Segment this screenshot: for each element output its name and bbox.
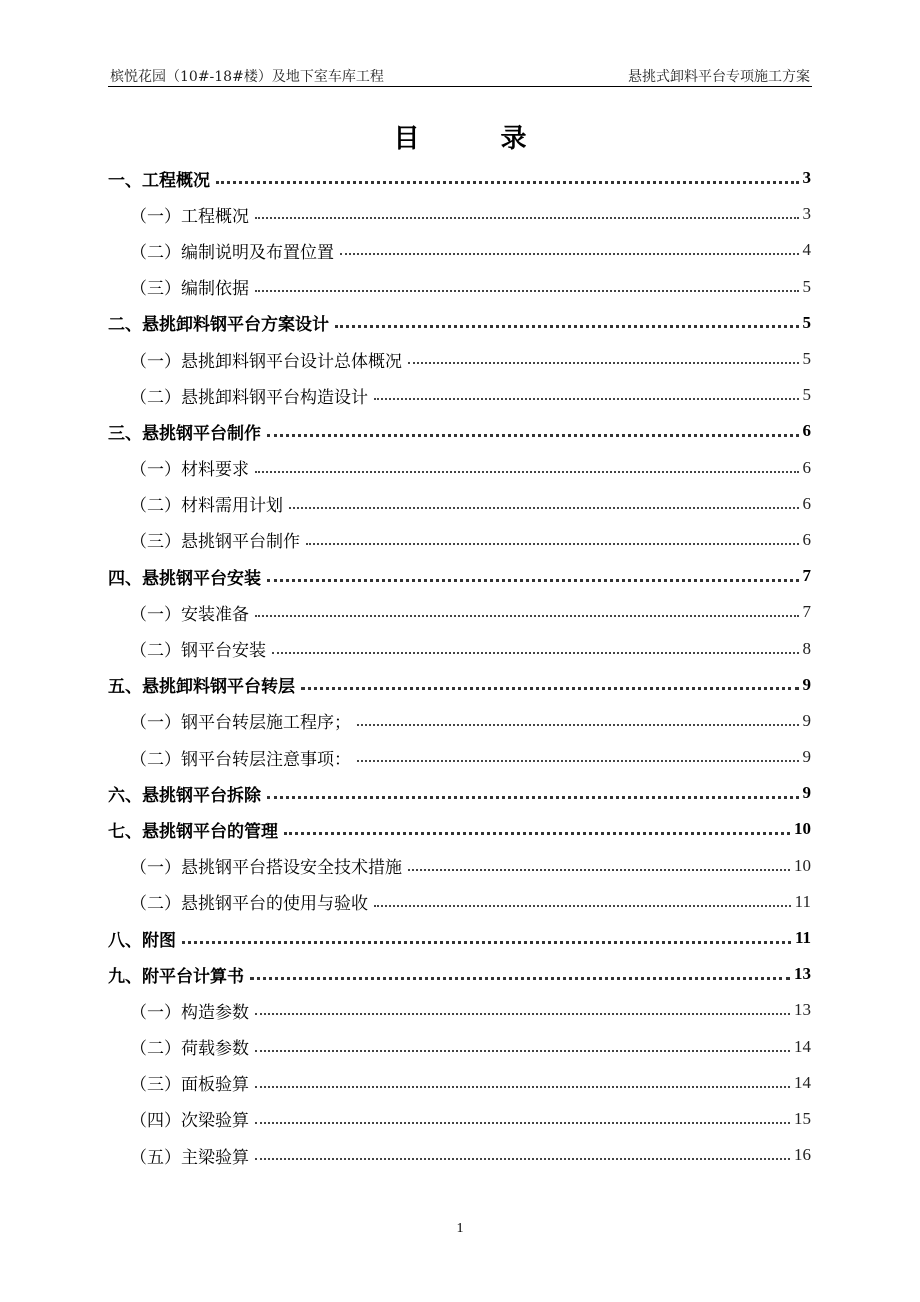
toc-dot-leader xyxy=(255,471,799,473)
toc-entry-page: 15 xyxy=(794,1108,811,1128)
toc-entry-page: 10 xyxy=(794,855,811,875)
toc-dot-leader xyxy=(301,687,799,690)
toc-section-entry[interactable] xyxy=(108,1065,811,1101)
toc-dot-leader xyxy=(408,362,799,364)
toc-entry-label: 一、工程概况 xyxy=(108,170,210,191)
toc-entry-page: 5 xyxy=(802,349,811,369)
toc-title: 目 录 xyxy=(393,124,563,154)
toc-entry-page: 5 xyxy=(802,385,811,405)
toc-entry-label: 九、附平台计算书 xyxy=(108,966,244,987)
toc-entry-label: （二）钢平台转层注意事项： xyxy=(130,749,351,770)
toc-dot-leader xyxy=(255,1050,790,1052)
toc-section-entry[interactable] xyxy=(108,1137,811,1173)
toc-entry-page: 9 xyxy=(802,674,811,694)
toc-dot-leader xyxy=(255,1013,790,1015)
toc-section-entry[interactable] xyxy=(108,450,811,486)
toc-entry-page: 11 xyxy=(794,891,811,911)
toc-chapter-entry[interactable] xyxy=(108,160,811,196)
toc-section-entry[interactable] xyxy=(108,232,811,268)
toc-entry-page: 9 xyxy=(802,783,811,803)
toc-dot-leader xyxy=(267,579,799,582)
toc-entry-label: （一）工程概况 xyxy=(130,206,249,227)
toc-chapter-entry[interactable] xyxy=(108,558,811,594)
toc-entry-label: （二）荷载参数 xyxy=(130,1039,249,1060)
toc-entry-page: 6 xyxy=(802,529,811,549)
toc-entry-label: （二）悬挑钢平台的使用与验收 xyxy=(130,894,368,915)
toc-section-entry[interactable] xyxy=(108,739,811,775)
toc-dot-leader xyxy=(255,217,799,219)
toc-entry-page: 16 xyxy=(794,1145,811,1165)
toc-entry-label: （四）次梁验算 xyxy=(130,1111,249,1132)
toc-section-entry[interactable] xyxy=(108,848,811,884)
toc-dot-leader xyxy=(272,652,799,654)
page-header xyxy=(108,64,812,87)
toc-entry-page: 9 xyxy=(802,747,811,767)
toc-entry-label: （一）材料要求 xyxy=(130,460,249,481)
toc-entry-label: 三、悬挑钢平台制作 xyxy=(108,423,261,444)
toc-dot-leader xyxy=(306,543,799,545)
toc-dot-leader xyxy=(250,977,790,980)
toc-entry-page: 10 xyxy=(794,819,811,839)
toc-entry-page: 7 xyxy=(802,602,811,622)
toc-entry-label: （二）编制说明及布置位置 xyxy=(130,242,334,263)
toc-entry-label: （三）编制依据 xyxy=(130,279,249,300)
toc-dot-leader xyxy=(216,181,799,184)
toc-dot-leader xyxy=(357,760,799,762)
table-of-contents xyxy=(108,160,811,1173)
toc-entry-label: （二）材料需用计划 xyxy=(130,496,283,517)
toc-entry-label: （一）安装准备 xyxy=(130,604,249,625)
toc-entry-page: 6 xyxy=(802,457,811,477)
toc-entry-page: 8 xyxy=(802,638,811,658)
toc-section-entry[interactable] xyxy=(108,1101,811,1137)
toc-section-entry[interactable] xyxy=(108,884,811,920)
toc-chapter-entry[interactable] xyxy=(108,956,811,992)
toc-entry-page: 3 xyxy=(802,168,811,188)
toc-dot-leader xyxy=(335,325,799,328)
toc-dot-leader xyxy=(255,615,799,617)
toc-entry-page: 6 xyxy=(802,493,811,513)
toc-entry-label: （五）主梁验算 xyxy=(130,1147,249,1168)
header-project-name: 槟悦花园（10#-18#楼）及地下室车库工程 xyxy=(110,69,384,85)
toc-entry-page: 3 xyxy=(802,204,811,224)
toc-chapter-entry[interactable] xyxy=(108,775,811,811)
toc-section-entry[interactable] xyxy=(108,630,811,666)
toc-section-entry[interactable] xyxy=(108,992,811,1028)
toc-entry-page: 13 xyxy=(794,1000,811,1020)
toc-section-entry[interactable] xyxy=(108,594,811,630)
toc-dot-leader xyxy=(374,398,799,400)
toc-dot-leader xyxy=(255,290,799,292)
toc-entry-label: 六、悬挑钢平台拆除 xyxy=(108,785,261,806)
toc-dot-leader xyxy=(284,832,790,835)
toc-dot-leader xyxy=(255,1122,790,1124)
toc-dot-leader xyxy=(340,253,799,255)
toc-dot-leader xyxy=(267,434,799,437)
toc-entry-page: 13 xyxy=(794,964,811,984)
toc-entry-label: （一）悬挑卸料钢平台设计总体概况 xyxy=(130,351,402,372)
toc-entry-page: 9 xyxy=(802,710,811,730)
toc-section-entry[interactable] xyxy=(108,486,811,522)
toc-chapter-entry[interactable] xyxy=(108,920,811,956)
toc-dot-leader xyxy=(408,869,790,871)
toc-entry-label: （一）钢平台转层施工程序； xyxy=(130,713,351,734)
toc-chapter-entry[interactable] xyxy=(108,667,811,703)
toc-chapter-entry[interactable] xyxy=(108,305,811,341)
toc-dot-leader xyxy=(374,905,791,907)
toc-entry-page: 6 xyxy=(802,421,811,441)
toc-chapter-entry[interactable] xyxy=(108,811,811,847)
toc-dot-leader xyxy=(267,796,799,799)
toc-dot-leader xyxy=(255,1158,790,1160)
toc-entry-label: （三）面板验算 xyxy=(130,1075,249,1096)
toc-entry-page: 7 xyxy=(802,566,811,586)
toc-section-entry[interactable] xyxy=(108,341,811,377)
toc-entry-label: （二）悬挑卸料钢平台构造设计 xyxy=(130,387,368,408)
toc-entry-page: 5 xyxy=(802,312,811,332)
toc-dot-leader xyxy=(255,1086,790,1088)
toc-entry-page: 4 xyxy=(802,240,811,260)
toc-section-entry[interactable] xyxy=(108,377,811,413)
header-document-name: 悬挑式卸料平台专项施工方案 xyxy=(628,69,810,85)
toc-entry-label: 四、悬挑钢平台安装 xyxy=(108,568,261,589)
toc-dot-leader xyxy=(289,507,799,509)
toc-entry-page: 11 xyxy=(794,928,811,948)
toc-entry-label: （三）悬挑钢平台制作 xyxy=(130,532,300,553)
toc-section-entry[interactable] xyxy=(108,1029,811,1065)
toc-entry-label: 二、悬挑卸料钢平台方案设计 xyxy=(108,315,329,336)
toc-section-entry[interactable] xyxy=(108,703,811,739)
toc-dot-leader xyxy=(182,941,791,944)
toc-entry-label: （二）钢平台安装 xyxy=(130,641,266,662)
toc-entry-label: 五、悬挑卸料钢平台转层 xyxy=(108,677,295,698)
toc-entry-label: 八、附图 xyxy=(108,930,176,951)
toc-dot-leader xyxy=(357,724,799,726)
toc-section-entry[interactable] xyxy=(108,269,811,305)
toc-entry-page: 14 xyxy=(794,1072,811,1092)
toc-entry-page: 14 xyxy=(794,1036,811,1056)
toc-chapter-entry[interactable] xyxy=(108,413,811,449)
toc-section-entry[interactable] xyxy=(108,522,811,558)
toc-entry-page: 5 xyxy=(802,276,811,296)
toc-entry-label: 七、悬挑钢平台的管理 xyxy=(108,821,278,842)
toc-entry-label: （一）悬挑钢平台搭设安全技术措施 xyxy=(130,858,402,879)
toc-section-entry[interactable] xyxy=(108,196,811,232)
toc-entry-label: （一）构造参数 xyxy=(130,1002,249,1023)
page-number: 1 xyxy=(456,1221,464,1236)
